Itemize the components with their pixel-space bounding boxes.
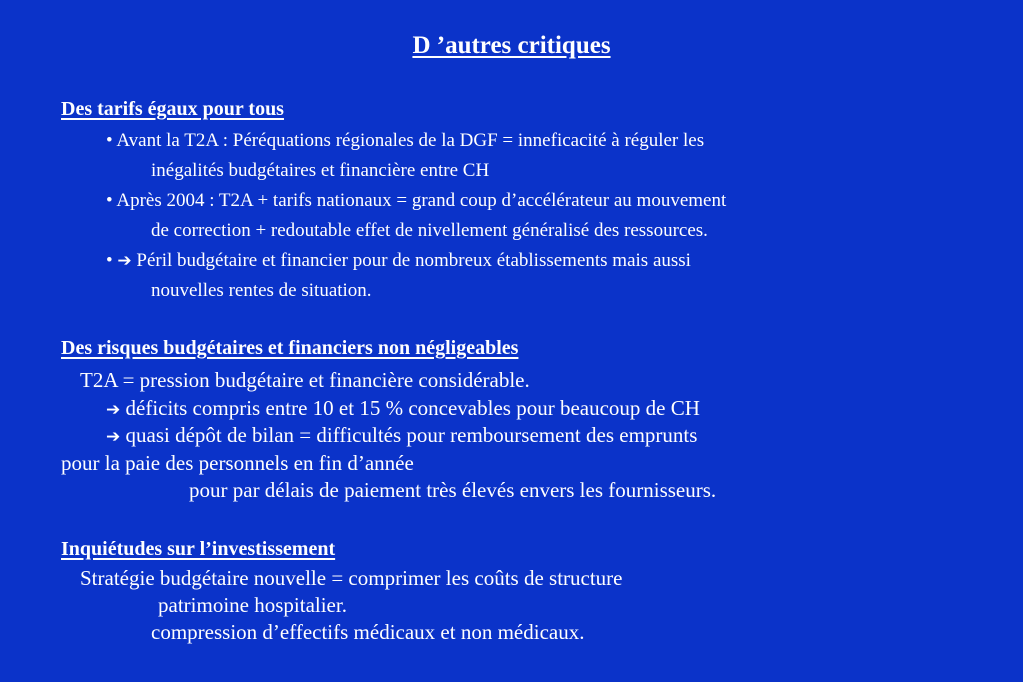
text-paie-personnels: pour la paie des personnels en fin d’année [61, 451, 414, 475]
section-heading-investissement: Inquiétudes sur l’investissement [61, 538, 336, 560]
section-heading-tarifs: Des tarifs égaux pour tous [61, 98, 284, 120]
text-depot-bilan-content: quasi dépôt de bilan = difficultés pour remboursement des emprunts [125, 423, 698, 447]
text-patrimoine: patrimoine hospitalier. [158, 593, 347, 617]
arrow-right-icon: ➔ [106, 400, 121, 420]
text-depot-bilan [106, 423, 697, 448]
bullet-text: Après 2004 : T2A + tarifs nationaux = grand coup d’accélérateur au mouvement [116, 190, 727, 211]
bullet-icon: • [106, 250, 113, 271]
text-deficits-content: déficits compris entre 10 et 15 % concevables pour beaucoup de CH [125, 396, 700, 420]
bullet-icon: • [106, 190, 113, 211]
bullet-apres-2004 [106, 190, 726, 212]
text-delais-paiement: pour par délais de paiement très élevés envers les fournisseurs. [189, 478, 717, 502]
text-t2a-pression: T2A = pression budgétaire et financière considérable. [80, 368, 530, 392]
bullet-apres-2004-continued: de correction + redoutable effet de nivellement généralisé des ressources. [151, 220, 708, 241]
bullet-avant-t2a [106, 130, 704, 152]
bullet-peril [106, 250, 691, 272]
bullet-text: Péril budgétaire et financier pour de nombreux établissements mais aussi [136, 250, 691, 271]
text-deficits [106, 396, 700, 421]
arrow-right-icon: ➔ [106, 427, 121, 447]
text-strategie: Stratégie budgétaire nouvelle = comprimer les coûts de structure [80, 566, 623, 590]
arrow-right-icon: ➔ [117, 251, 132, 271]
bullet-icon: • [106, 130, 113, 151]
bullet-avant-t2a-continued: inégalités budgétaires et financière entre CH [151, 160, 490, 181]
section-heading-risques: Des risques budgétaires et financiers non négligeables [61, 337, 519, 359]
text-compression: compression d’effectifs médicaux et non médicaux. [151, 620, 585, 644]
bullet-peril-continued: nouvelles rentes de situation. [151, 280, 372, 301]
slide-title: D ’autres critiques [412, 32, 611, 59]
bullet-text: Avant la T2A : Péréquations régionales de la DGF = inneficacité à réguler les [116, 130, 705, 151]
